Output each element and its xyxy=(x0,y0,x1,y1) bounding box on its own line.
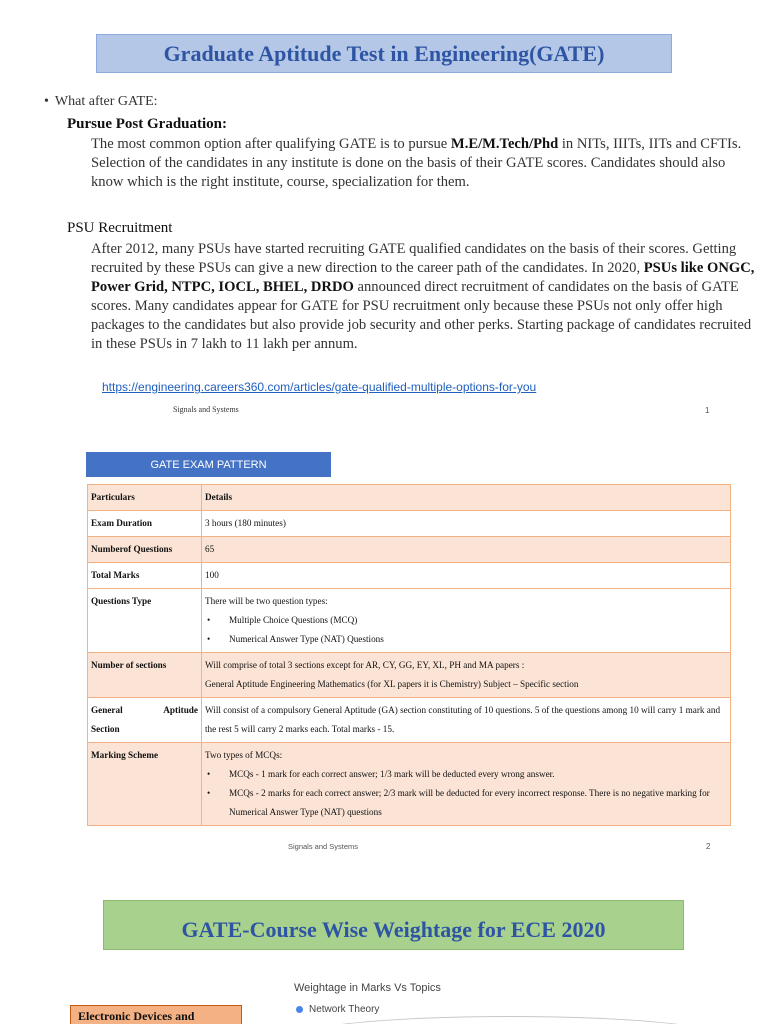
table-header-row xyxy=(88,485,731,511)
row-label: Numberof Questions xyxy=(88,537,202,563)
row-label: Exam Duration xyxy=(88,511,202,537)
row-label: Total Marks xyxy=(88,563,202,589)
row-value: Will consist of a compulsory General Aptitude (GA) section constituting of 10 questions. 5 of the questions among 10 will carry 1 mark and the rest 5 will carry 2 marks each. Total marks - 15. xyxy=(202,698,731,743)
slide3-title: GATE-Course Wise Weightage for ECE 2020 xyxy=(103,900,684,950)
row-value xyxy=(202,589,731,653)
list-item-text: MCQs - 2 marks for each correct answer; 2/3 mark will be deducted for every incorrect response. There is no negative marking for Numerical Answer Type (NAT) questions xyxy=(229,788,710,817)
table-row-sections xyxy=(88,653,731,698)
row-label xyxy=(88,698,202,743)
slide1-page-number: 1 xyxy=(705,406,710,415)
slide2-footer: Signals and Systems xyxy=(288,842,359,851)
table-row xyxy=(88,563,731,589)
bullet-what-after-gate xyxy=(44,94,158,110)
legend-label: Network Theory xyxy=(309,1004,380,1015)
bullet-dot-icon: • xyxy=(207,634,211,644)
slide1-title: Graduate Aptitude Test in Engineering(GATE) xyxy=(96,34,672,73)
table-row-question-type xyxy=(88,589,731,653)
chart-title: Weightage in Marks Vs Topics xyxy=(294,982,441,994)
legend-dot-icon xyxy=(296,1006,303,1013)
slide1-footer: Signals and Systems xyxy=(173,405,239,414)
ga-label-2: Aptitude xyxy=(163,705,198,715)
header-details: Details xyxy=(202,485,731,511)
header-particulars: Particulars xyxy=(88,485,202,511)
careers360-link[interactable]: https://engineering.careers360.com/articles/gate-qualified-multiple-options-for-you xyxy=(102,380,537,394)
psu-text-b: announced direct recruitment of candidates on the basis of GATE scores. Many candidates appear for GATE for PSU recruitment only because these PSUs not only offer high packages to the candidates but also provide job security and other perks. Starting package of candidates recruited in these PSUs in 7 lakh to 11 lakh per annum. xyxy=(91,279,752,352)
ga-label-3: Section xyxy=(91,724,120,734)
row-value: 100 xyxy=(202,563,731,589)
sections-line-2: General Aptitude Engineering Mathematics (for XL papers it is Chemistry) Subject – Specific section xyxy=(205,679,579,689)
psu-text-a: After 2012, many PSUs have started recruiting GATE qualified candidates on the basis of their scores. Getting recruited by these PSUs can give a new direction to the career path of the candidates. In 2020, xyxy=(91,241,737,276)
row-label: Marking Scheme xyxy=(88,743,202,826)
list-item xyxy=(205,611,727,630)
qtype-list xyxy=(205,611,727,649)
list-item xyxy=(205,765,727,784)
pg-heading: Pursue Post Graduation: xyxy=(67,116,228,132)
legend-network-theory xyxy=(296,1004,379,1015)
psu-paragraph xyxy=(91,240,763,354)
slide2-page-number: 2 xyxy=(706,842,711,851)
psu-text-bold: PSUs like ONGC, Power Grid, NTPC, IOCL, BHEL, DRDO xyxy=(91,260,755,295)
row-value: 65 xyxy=(202,537,731,563)
pg-text-b: in NITs, IIITs, IITs and CFTIs. Selection of the candidates in any institute is done on the basis of their GATE scores. Candidates should also know which is the right institute, course, specialization for them. xyxy=(91,136,742,190)
list-item xyxy=(205,784,727,822)
row-label: Number of sections xyxy=(88,653,202,698)
pg-text-bold: M.E/M.Tech/Phd xyxy=(450,136,559,152)
row-label: Questions Type xyxy=(88,589,202,653)
bullet-dot-icon: • xyxy=(207,615,211,625)
table-row-marking xyxy=(88,743,731,826)
ga-label-1: General xyxy=(91,705,123,715)
bullet-dot-icon: • xyxy=(44,94,49,109)
list-item xyxy=(205,630,727,649)
marking-intro: Two types of MCQs: xyxy=(205,750,283,760)
psu-heading: PSU Recruitment xyxy=(67,220,173,236)
row-value xyxy=(202,743,731,826)
pg-text-a: The most common option after qualifying GATE is to pursue xyxy=(91,136,451,152)
bullet-dot-icon: • xyxy=(207,769,211,779)
list-item-text: Numerical Answer Type (NAT) Questions xyxy=(229,634,384,644)
bullet-text: What after GATE: xyxy=(54,94,158,109)
marking-list xyxy=(205,765,727,822)
row-value xyxy=(202,653,731,698)
table-row xyxy=(88,511,731,537)
table-row xyxy=(88,537,731,563)
bullet-dot-icon: • xyxy=(207,788,211,798)
exam-pattern-title: GATE EXAM PATTERN xyxy=(86,452,331,477)
chart-outline xyxy=(300,1016,720,1024)
topic-box-electronic-devices: Electronic Devices and xyxy=(70,1005,242,1024)
list-item-text: MCQs - 1 mark for each correct answer; 1/3 mark will be deducted every wrong answer. xyxy=(229,769,555,779)
pg-paragraph xyxy=(91,135,751,192)
list-item-text: Multiple Choice Questions (MCQ) xyxy=(229,615,358,625)
row-value: 3 hours (180 minutes) xyxy=(202,511,731,537)
exam-pattern-table xyxy=(87,484,731,826)
sections-line-1: Will comprise of total 3 sections except for AR, CY, GG, EY, XL, PH and MA papers : xyxy=(205,660,525,670)
table-row-general-aptitude xyxy=(88,698,731,743)
qtype-intro: There will be two question types: xyxy=(205,596,328,606)
